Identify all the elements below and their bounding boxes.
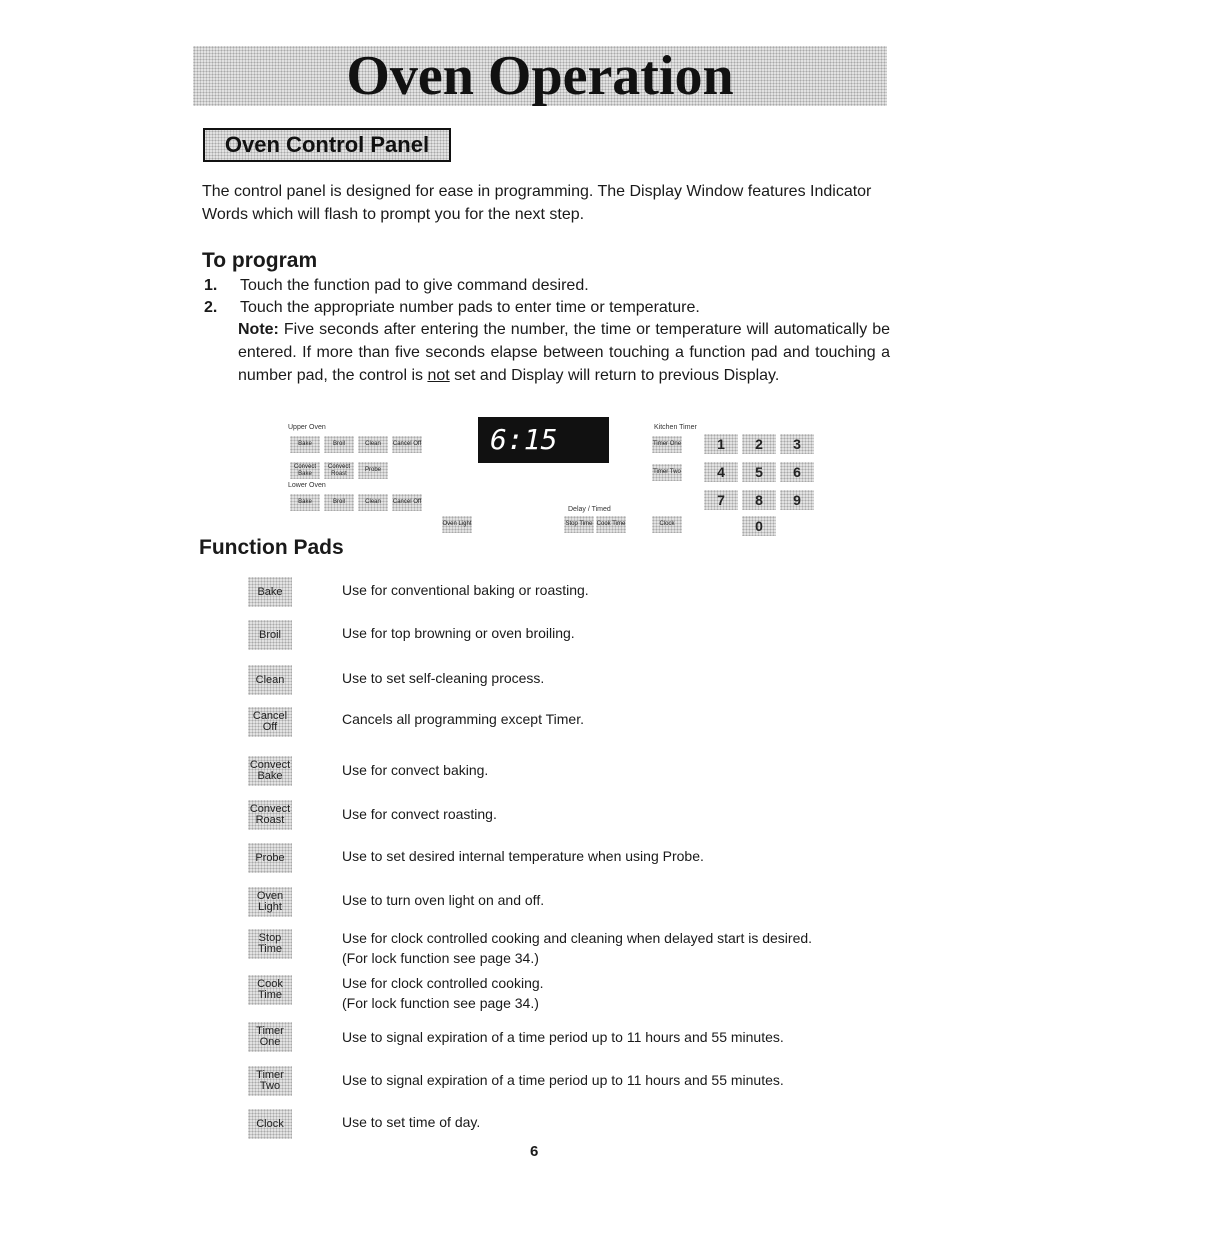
number-pad-7[interactable]: 7 bbox=[704, 490, 738, 510]
number-pad-6[interactable]: 6 bbox=[780, 462, 814, 482]
convect-roast-description: Use for convect roasting. bbox=[342, 806, 497, 822]
panel-upper-broil-pad[interactable]: Broil bbox=[324, 436, 354, 453]
kitchen-timer-label: Kitchen Timer bbox=[654, 424, 697, 431]
delay-timed-label: Delay / Timed bbox=[568, 506, 611, 513]
number-pad-2[interactable]: 2 bbox=[742, 434, 776, 454]
convect-bake-pad: Convect Bake bbox=[248, 756, 292, 786]
probe-description: Use to set desired internal temperature when using Probe. bbox=[342, 848, 704, 864]
panel-lower-cancel-pad[interactable]: Cancel Off bbox=[392, 494, 422, 511]
page-title: Oven Operation bbox=[346, 45, 734, 107]
timer-two-pad: Timer Two bbox=[248, 1066, 292, 1096]
cancel-off-description: Cancels all programming except Timer. bbox=[342, 711, 584, 727]
number-pad-3[interactable]: 3 bbox=[780, 434, 814, 454]
panel-convect-roast-pad[interactable]: Convect Roast bbox=[324, 462, 354, 479]
number-pad-5[interactable]: 5 bbox=[742, 462, 776, 482]
note-text-b: set and Display will return to previous Display. bbox=[449, 367, 780, 384]
panel-timer-two-pad[interactable]: Timer Two bbox=[652, 464, 682, 481]
panel-convect-bake-pad[interactable]: Convect Bake bbox=[290, 462, 320, 479]
step-1-text: Touch the function pad to give command desired. bbox=[240, 277, 589, 294]
number-pad-8[interactable]: 8 bbox=[742, 490, 776, 510]
number-pad-0[interactable]: 0 bbox=[742, 516, 776, 536]
note-text-a: Five seconds after entering the number, the time or temperature will automatically be entered. If more than five seconds elapse between touching a function pad and touching a number pad, the control is bbox=[238, 321, 890, 384]
timer-one-pad: Timer One bbox=[248, 1022, 292, 1052]
clock-description: Use to set time of day. bbox=[342, 1114, 481, 1130]
stop-time-description-line-2: (For lock function see page 34.) bbox=[342, 950, 539, 966]
panel-lower-clean-pad[interactable]: Clean bbox=[358, 494, 388, 511]
clean-description: Use to set self-cleaning process. bbox=[342, 670, 545, 686]
step-2-number: 2. bbox=[204, 299, 218, 316]
stop-time-description bbox=[342, 928, 902, 968]
panel-lower-broil-pad[interactable]: Broil bbox=[324, 494, 354, 511]
convect-bake-description: Use for convect baking. bbox=[342, 762, 489, 778]
title-banner bbox=[193, 46, 887, 106]
oven-light-pad: Oven Light bbox=[248, 887, 292, 917]
panel-lower-bake-pad[interactable]: Bake bbox=[290, 494, 320, 511]
convect-roast-pad: Convect Roast bbox=[248, 800, 292, 830]
panel-upper-cancel-pad[interactable]: Cancel Off bbox=[392, 436, 422, 453]
cancel-off-pad: Cancel Off bbox=[248, 707, 292, 737]
upper-oven-label: Upper Oven bbox=[288, 424, 326, 431]
timer-one-description: Use to signal expiration of a time period up to 11 hours and 55 minutes. bbox=[342, 1029, 784, 1045]
number-pad-4[interactable]: 4 bbox=[704, 462, 738, 482]
broil-description: Use for top browning or oven broiling. bbox=[342, 625, 575, 641]
step-2-text: Touch the appropriate number pads to enter time or temperature. bbox=[240, 299, 700, 316]
cook-time-pad: Cook Time bbox=[248, 975, 292, 1005]
section-banner bbox=[203, 128, 451, 162]
panel-clock-pad[interactable]: Clock bbox=[652, 516, 682, 533]
note-not: not bbox=[427, 367, 450, 384]
cook-time-description-line-1: Use for clock controlled cooking. bbox=[342, 975, 544, 991]
to-program-heading: To program bbox=[202, 249, 318, 272]
clock-pad: Clock bbox=[248, 1109, 292, 1139]
intro-paragraph: The control panel is designed for ease in programming. The Display Window features Indicator Words which will flash to prompt you for the next step. bbox=[202, 183, 872, 223]
panel-probe-pad[interactable]: Probe bbox=[358, 462, 388, 479]
bake-pad: Bake bbox=[248, 577, 292, 607]
page-number: 6 bbox=[530, 1143, 539, 1160]
number-pad-1[interactable]: 1 bbox=[704, 434, 738, 454]
broil-pad: Broil bbox=[248, 620, 292, 650]
panel-cook-time-pad[interactable]: Cook Time bbox=[596, 516, 626, 533]
panel-upper-bake-pad[interactable]: Bake bbox=[290, 436, 320, 453]
note-label: Note: bbox=[238, 321, 279, 338]
section-title: Oven Control Panel bbox=[224, 132, 430, 157]
panel-oven-light-pad[interactable]: Oven Light bbox=[442, 516, 472, 533]
clock-display: 6:15 bbox=[478, 417, 609, 463]
function-pads-heading: Function Pads bbox=[199, 536, 344, 559]
probe-pad: Probe bbox=[248, 843, 292, 873]
cook-time-description bbox=[342, 973, 902, 1013]
stop-time-description-line-1: Use for clock controlled cooking and cleaning when delayed start is desired. bbox=[342, 930, 813, 946]
oven-light-description: Use to turn oven light on and off. bbox=[342, 892, 545, 908]
panel-timer-one-pad[interactable]: Timer One bbox=[652, 436, 682, 453]
panel-upper-clean-pad[interactable]: Clean bbox=[358, 436, 388, 453]
panel-stop-time-pad[interactable]: Stop Time bbox=[564, 516, 594, 533]
note-paragraph bbox=[238, 318, 890, 387]
number-pad-9[interactable]: 9 bbox=[780, 490, 814, 510]
lower-oven-label: Lower Oven bbox=[288, 482, 326, 489]
control-panel-diagram bbox=[280, 412, 840, 547]
stop-time-pad: Stop Time bbox=[248, 929, 292, 959]
bake-description: Use for conventional baking or roasting. bbox=[342, 582, 589, 598]
timer-two-description: Use to signal expiration of a time period up to 11 hours and 55 minutes. bbox=[342, 1072, 784, 1088]
step-1-number: 1. bbox=[204, 277, 218, 294]
clean-pad: Clean bbox=[248, 665, 292, 695]
cook-time-description-line-2: (For lock function see page 34.) bbox=[342, 995, 539, 1011]
